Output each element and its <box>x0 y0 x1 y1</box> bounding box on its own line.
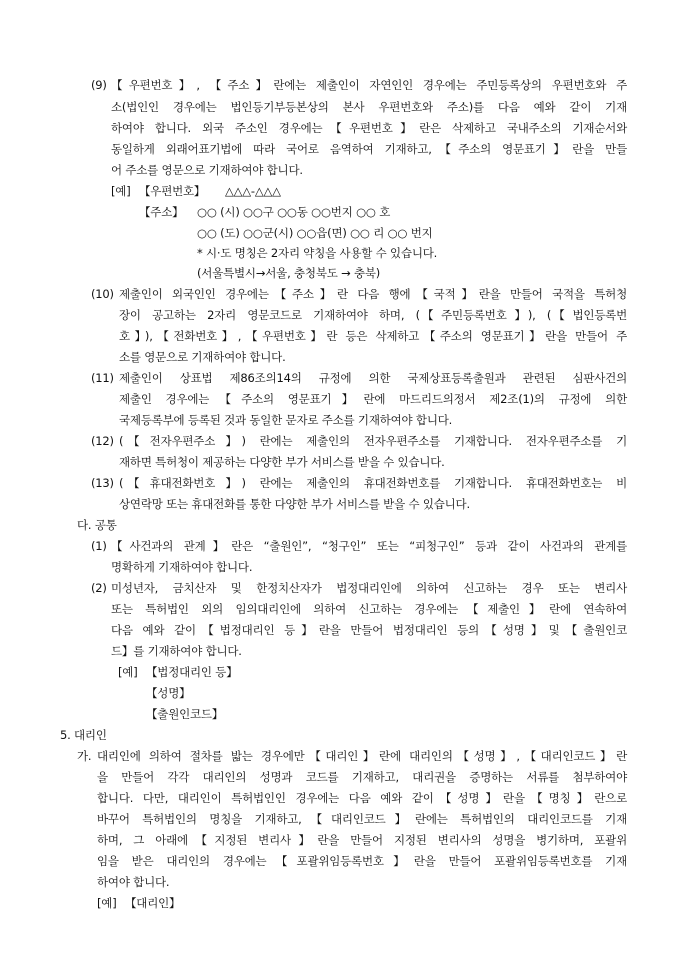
common-heading: 다. 공통 <box>77 518 117 532</box>
agent-line-6: 임을 받은 대리인의 경우에는【포괄위임등록번호】란을 만들어 포괄위임등록번호를 기재 <box>97 854 627 868</box>
example-postal-value: △△△-△△△ <box>225 184 281 198</box>
section-10-line-3: 호】),【전화번호】,【우편번호】란 등은 삭제하고【주소의 영문표기】란을 만들어 주 <box>119 329 627 343</box>
agent-example-label: [예] <box>97 896 117 910</box>
common-example-line-3: 【출원인코드】 <box>146 707 224 721</box>
section-9-line-3: 하여야 합니다. 외국 주소인 경우에는【우편번호】란은 삭제하고 국내주소의 기재순서와 <box>111 121 627 135</box>
section-13-line-2: 상연락망 또는 휴대전화를 통한 다양한 부가 서비스를 받을 수 있습니다. <box>119 497 470 511</box>
section-10-number: (10) <box>91 287 114 301</box>
common-example-label: [예] <box>118 665 138 679</box>
example-address-line-2: ○○ (도) ○○군(시) ○○읍(면) ○○ 리 ○○ 번지 <box>197 226 433 240</box>
agent-line-1: 대리인에 의하여 절차를 밟는 경우에만【대리인】란에 대리인의【성명】,【대리인코드】란 <box>97 749 627 763</box>
agent-example-line-1: 【대리인】 <box>125 896 181 910</box>
common-item-2-line-2: 또는 특허법인 외의 임의대리인에 의하여 신고하는 경우에는【제출인】란에 연속하여 <box>111 602 627 616</box>
agent-item-label: 가. <box>77 749 92 763</box>
agent-line-2: 을 만들어 각각 대리인의 성명과 코드를 기재하고, 대리권을 증명하는 서류를 첨부하여야 <box>97 770 627 784</box>
example-postal-label: 【우편번호】 <box>139 184 206 198</box>
common-example-line-1: 【법정대리인 등】 <box>146 665 238 679</box>
common-item-1-number: (1) <box>91 539 107 553</box>
example-address-line-1: ○○ (시) ○○구 ○○동 ○○번지 ○○ 호 <box>197 205 391 219</box>
common-item-2-number: (2) <box>91 581 107 595</box>
common-item-2-line-1: 미성년자, 금치산자 및 한정치산자가 법정대리인에 의하여 신고하는 경우 또는 변리사 <box>111 581 627 595</box>
section-12-line-1: (【전자우편주소】) 란에는 제출인의 전자우편주소를 기재합니다. 전자우편주소를 기 <box>119 434 627 448</box>
common-item-1-line-1: 【사건과의 관계】란은 “출원인”, “청구인” 또는 “피청구인” 등과 같이 사건과의 관계를 <box>111 539 627 553</box>
section-9-line-1: 【우편번호】, 【주소】란에는 제출인이 자연인인 경우에는 주민등록상의 우편번호와 주 <box>111 78 627 92</box>
example-note-2: (서울특별시→서울, 충청북도 → 충북) <box>197 266 381 280</box>
section-11-line-2: 제출인 경우에는【주소의 영문표기】란에 마드리드의정서 제2조(1)의 규정에 의한 <box>119 392 627 406</box>
section-9-line-5: 어 주소를 영문으로 기재하여야 합니다. <box>111 163 303 177</box>
agent-heading: 5. 대리인 <box>60 728 107 742</box>
section-12-line-2: 재하면 특허청이 제공하는 다양한 부가 서비스를 받을 수 있습니다. <box>119 455 445 469</box>
section-9-line-2: 소(법인인 경우에는 법인등기부등본상의 본사 우편번호와 주소)를 다음 예와 같이 기재 <box>111 100 627 114</box>
section-10-line-1: 제출인이 외국인인 경우에는【주소】란 다음 행에【국적】란을 만들어 국적을 특허청 <box>119 287 627 301</box>
section-11-number: (11) <box>91 371 114 385</box>
common-item-1-line-2: 명확하게 기재하여야 합니다. <box>111 560 253 574</box>
agent-line-5: 하며, 그 아래에【지정된 변리사】란을 만들어 지정된 변리사의 성명을 병기하며, 포괄위 <box>97 833 627 847</box>
section-11-line-3: 국제등록부에 등록된 것과 동일한 문자로 주소를 기재하여야 합니다. <box>119 413 453 427</box>
common-example-line-2: 【성명】 <box>146 686 191 700</box>
section-10-line-4: 소를 영문으로 기재하여야 합니다. <box>119 350 286 364</box>
section-11-line-1: 제출인이 상표법 제86조의14의 규정에 의한 국제상표등록출원과 관련된 심판사건의 <box>119 371 627 385</box>
agent-line-3: 합니다. 다만, 대리인이 특허법인인 경우에는 다음 예와 같이【성명】란을【명칭】란으로 <box>97 791 627 805</box>
agent-line-4: 바꾸어 특허법인의 명칭을 기재하고,【대리인코드】란에는 특허법인의 대리인코드를 기재 <box>97 812 627 826</box>
agent-line-7: 하여야 합니다. <box>97 875 170 889</box>
section-9-line-4: 동일하게 외래어표기법에 따라 국어로 음역하여 기재하고,【주소의 영문표기】란을 만들 <box>111 142 627 156</box>
example-note: * 시·도 명칭은 2자리 약칭을 사용할 수 있습니다. <box>197 246 438 260</box>
example-label: [예] <box>111 184 131 198</box>
section-12-number: (12) <box>91 434 114 448</box>
example-address-label: 【주소】 <box>139 205 184 219</box>
section-13-line-1: (【휴대전화번호】) 란에는 제출인의 휴대전화번호를 기재합니다. 휴대전화번호는 비 <box>119 476 627 490</box>
section-9-number: (9) <box>91 78 107 92</box>
section-10-line-2: 장이 공고하는 2자리 영문코드로 기재하여야 하며, (【주민등록번호】), (【법인등록번 <box>119 308 627 322</box>
section-13-number: (13) <box>91 476 114 490</box>
common-item-2-line-4: 드】를 기재하여야 합니다. <box>111 644 242 658</box>
common-item-2-line-3: 다음 예와 같이【법정대리인 등】란을 만들어 법정대리인 등의【성명】및【출원인코 <box>111 623 627 637</box>
